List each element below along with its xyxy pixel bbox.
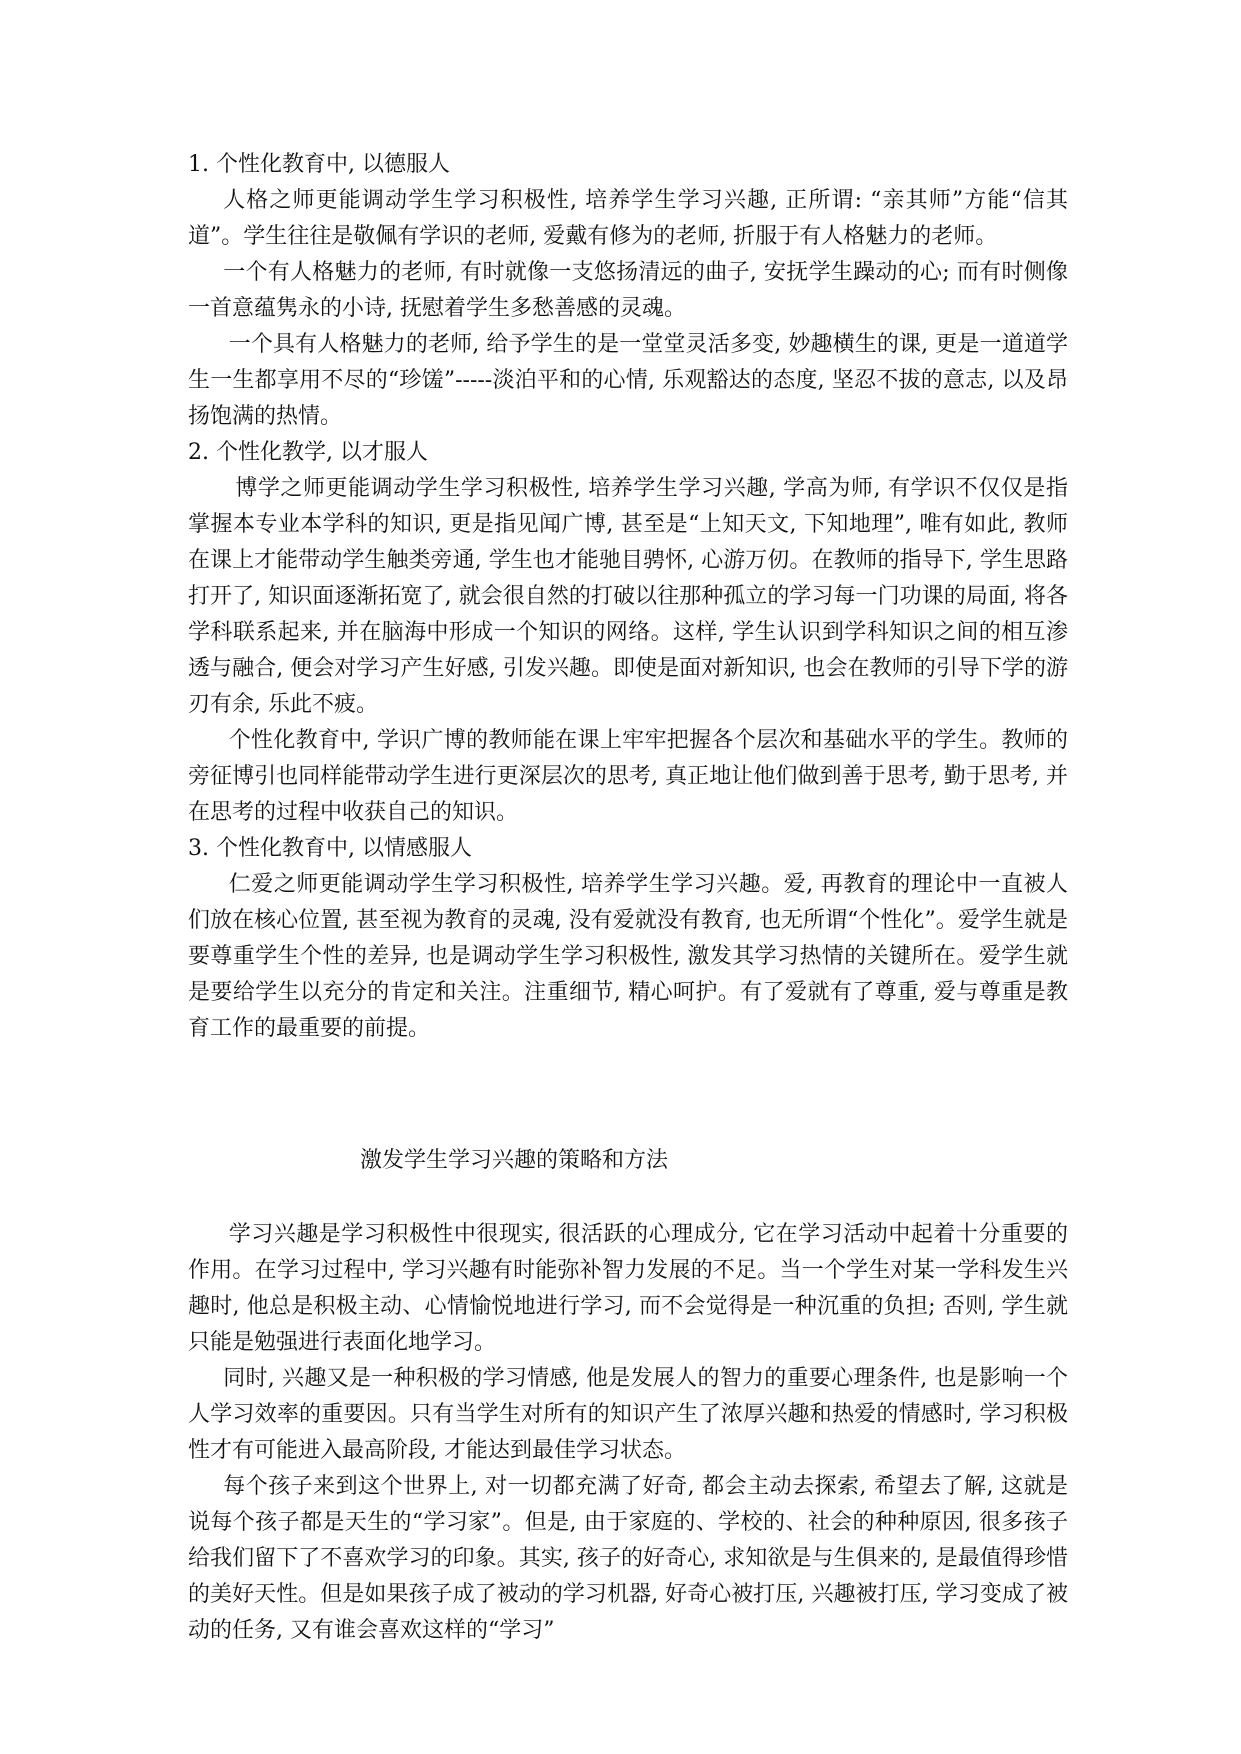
section-heading: 3. 个性化教育中, 以情感服人 (188, 836, 472, 861)
article-title: 激发学生学习兴趣的策略和方法 (360, 1148, 669, 1173)
paragraph: 博学之师更能调动学生学习积极性, 培养学生学习兴趣, 学高为师, 有学识不仅仅是指掌握本专业本学科的知识, 更是指见闻广博, 甚至是“上知天文, 下知地理”, 唯有如此, 教师在课上才能带动学生触类旁通, 学生也才能驰目骋怀, 心游万仞。在教师的指导下, 学生思路打开了, 知识面逐渐拓宽了, 就会很自然的打破以往那种孤立的学习每一门功课的局面, 将各学科联系起来, 并在脑海中形成一个知识的网络。这样, 学生认识到学科知识之间的相互渗透与融合, 便会对学习产生好感, 引发兴趣。即使是面对新知识, 也会在教师的引导下学的游刃有余, 乐此不疲。 (188, 476, 1068, 717)
paragraph: 个性化教育中, 学识广博的教师能在课上牢牢把握各个层次和基础水平的学生。教师的旁征博引也同样能带动学生进行更深层次的思考, 真正地让他们做到善于思考, 勤于思考, 并在思考的过程中收获自己的知识。 (188, 728, 1068, 825)
paragraph: 同时, 兴趣又是一种积极的学习情感, 他是发展人的智力的重要心理条件, 也是影响一个人学习效率的重要因。只有当学生对所有的知识产生了浓厚兴趣和热爱的情感时, 学习积极性才有可能进入最高阶段, 才能达到最佳学习状态。 (188, 1366, 1068, 1463)
paragraph: 一个有人格魅力的老师, 有时就像一支悠扬清远的曲子, 安抚学生躁动的心; 而有时侧像一首意蕴隽永的小诗, 抚慰着学生多愁善感的灵魂。 (188, 260, 1068, 321)
paragraph: 每个孩子来到这个世界上, 对一切都充满了好奇, 都会主动去探索, 希望去了解, 这就是说每个孩子都是天生的“学习家”。但是, 由于家庭的、学校的、社会的种种原因, 很多孩子给我们留下了不喜欢学习的印象。其实, 孩子的好奇心, 求知欲是与生俱来的, 是最值得珍惜的美好天性。但是如果孩子成了被动的学习机器, 好奇心被打压, 兴趣被打压, 学习变成了被动的任务, 又有谁会喜欢这样的“学习” (188, 1474, 1068, 1643)
paragraph: 一个具有人格魅力的老师, 给予学生的是一堂堂灵活多变, 妙趣横生的课, 更是一道道学生一生都享用不尽的“珍馐”-----淡泊平和的心情, 乐观豁达的态度, 坚忍不拔的意志, 以及昂扬饱满的热情。 (188, 332, 1068, 429)
paragraph: 人格之师更能调动学生学习积极性, 培养学生学习兴趣, 正所谓: “亲其师”方能“信其道”。学生往往是敬佩有学识的老师, 爱戴有修为的老师, 折服于有人格魅力的老师。 (188, 188, 1068, 249)
paragraph: 学习兴趣是学习积极性中很现实, 很活跃的心理成分, 它在学习活动中起着十分重要的作用。在学习过程中, 学习兴趣有时能弥补智力发展的不足。当一个学生对某一学科发生兴趣时, 他总是积极主动、心情愉悦地进行学习, 而不会觉得是一种沉重的负担; 否则, 学生就只能是勉强进行表面化地学习。 (188, 1222, 1068, 1355)
section-heading: 1. 个性化教育中, 以德服人 (188, 152, 450, 177)
section-heading: 2. 个性化教学, 以才服人 (188, 440, 428, 465)
document-body (188, 147, 1068, 1649)
spacer (188, 1179, 1068, 1217)
paragraph: 仁爱之师更能调动学生学习积极性, 培养学生学习兴趣。爱, 再教育的理论中一直被人们放在核心位置, 甚至视为教育的灵魂, 没有爱就没有教育, 也无所谓“个性化”。爱学生就是要尊重学生个性的差异, 也是调动学生学习积极性, 激发其学习热情的关键所在。爱学生就是要给学生以充分的肯定和关注。注重细节, 精心呵护。有了爱就有了尊重, 爱与尊重是教育工作的最重要的前提。 (188, 872, 1068, 1041)
